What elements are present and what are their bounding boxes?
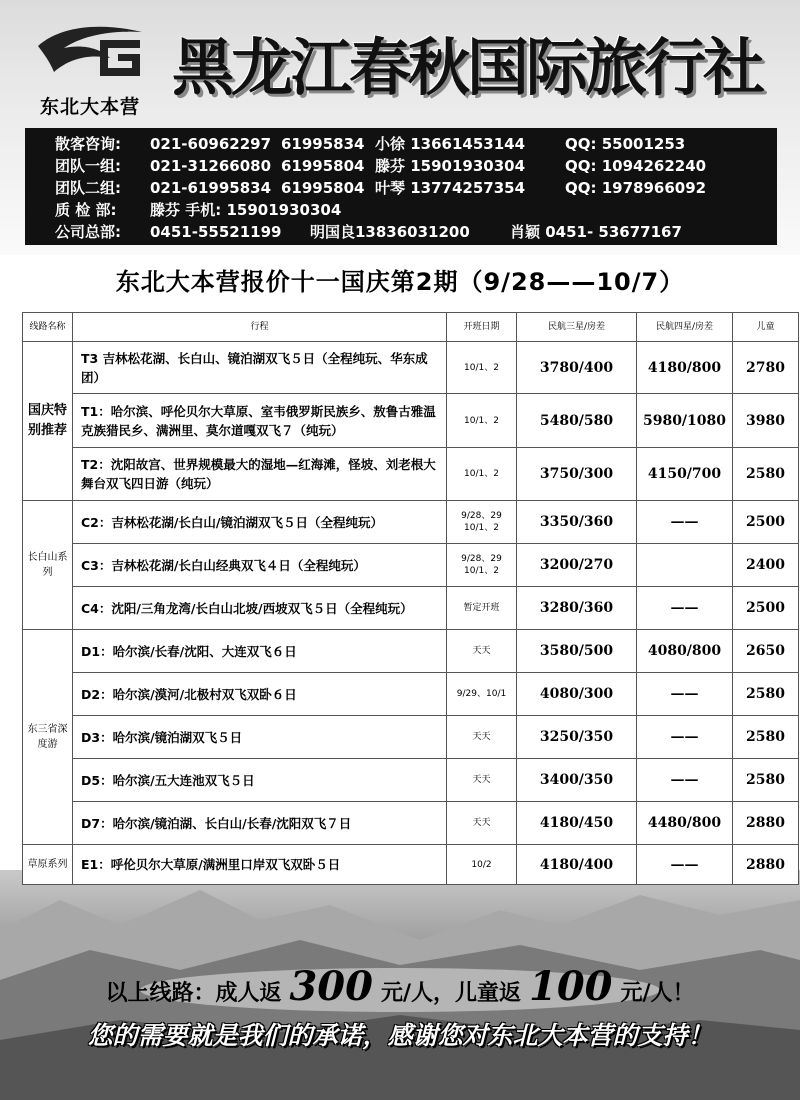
contact-qq: QQ: 1094262240: [565, 157, 707, 175]
table-row: [23, 716, 799, 759]
price-3star-cell: 3780/400: [517, 342, 637, 394]
price-3star-cell: 4180/400: [517, 845, 637, 885]
header-price-4star: 民航四星/房差: [637, 313, 733, 342]
contact-label: 质 检 部:: [55, 201, 117, 219]
itinerary-cell: T1：哈尔滨、呼伦贝尔大草原、室韦俄罗斯民族乡、敖鲁古雅温克族猎民乡、满洲里、莫尔道嘎双飞７（纯玩）: [73, 394, 447, 448]
logo-emblem-icon: [30, 18, 150, 88]
table-header-row: [23, 313, 799, 342]
group-label: 草原系列: [23, 845, 73, 885]
contact-label: 团队二组:: [55, 179, 121, 197]
header-itinerary: 行程: [73, 313, 447, 342]
itinerary-cell: C4：沈阳/三角龙湾/长白山北坡/西坡双飞５日（全程纯玩）: [73, 587, 447, 630]
contact-phone2: 61995834: [281, 135, 365, 153]
dates-cell: 9/28、29 10/1、2: [447, 544, 517, 587]
price-3star-cell: 3200/270: [517, 544, 637, 587]
header-route: 线路名称: [23, 313, 73, 342]
table-row: [23, 342, 799, 394]
price-4star-cell: ——: [637, 845, 733, 885]
itinerary-cell: D2：哈尔滨/漠河/北极村双飞双卧６日: [73, 673, 447, 716]
child-price-cell: 2400: [733, 544, 799, 587]
company-name: 黑龙江春秋国际旅行社: [172, 31, 763, 104]
table-row: [23, 587, 799, 630]
contact-label: 散客咨询:: [55, 135, 121, 153]
contact-qq: QQ: 1978966092: [565, 179, 707, 197]
price-3star-cell: 3580/500: [517, 630, 637, 673]
contact-phone: 021-61995834: [150, 179, 272, 197]
child-price-cell: 2880: [733, 845, 799, 885]
price-3star-cell: 3400/350: [517, 759, 637, 802]
child-price-cell: 3980: [733, 394, 799, 448]
dates-cell: 天天: [447, 802, 517, 845]
price-4star-cell: 4080/800: [637, 630, 733, 673]
table-row: [23, 501, 799, 544]
table-row: [23, 845, 799, 885]
itinerary-cell: C3：吉林松花湖/长白山经典双飞４日（全程纯玩）: [73, 544, 447, 587]
price-4star-cell: ——: [637, 501, 733, 544]
itinerary-cell: D1：哈尔滨/长春/沈阳、大连双飞６日: [73, 630, 447, 673]
contact-phone2: 61995804: [281, 157, 365, 175]
child-price-cell: 2580: [733, 448, 799, 501]
table-row: [23, 630, 799, 673]
dates-cell: 10/1、2: [447, 342, 517, 394]
child-price-cell: 2580: [733, 673, 799, 716]
contact-person: 滕芬 15901930304: [375, 157, 526, 175]
child-price-cell: 2880: [733, 802, 799, 845]
price-3star-cell: 3750/300: [517, 448, 637, 501]
contact-phone: 021-31266080: [150, 157, 272, 175]
dates-cell: 9/29、10/1: [447, 673, 517, 716]
itinerary-cell: D7：哈尔滨/镜泊湖、长白山/长春/沈阳双飞７日: [73, 802, 447, 845]
page-title: 东北大本营报价十一国庆第2期（9/28——10/7）: [115, 268, 685, 296]
itinerary-cell: T3 吉林松花湖、长白山、镜泊湖双飞５日（全程纯玩、华东成团）: [73, 342, 447, 394]
itinerary-cell: D3：哈尔滨/镜泊湖双飞５日: [73, 716, 447, 759]
child-price-cell: 2500: [733, 587, 799, 630]
price-4star-cell: 5980/1080: [637, 394, 733, 448]
dates-cell: 天天: [447, 716, 517, 759]
dates-cell: 10/2: [447, 845, 517, 885]
table-row: [23, 394, 799, 448]
group-label: 长白山系列: [23, 501, 73, 630]
rebate-suffix: 元/人！: [620, 981, 695, 1006]
header-price-3star: 民航三星/房差: [517, 313, 637, 342]
child-price-cell: 2650: [733, 630, 799, 673]
price-3star-cell: 4080/300: [517, 673, 637, 716]
price-3star-cell: 4180/450: [517, 802, 637, 845]
price-3star-cell: 3280/360: [517, 587, 637, 630]
adult-rebate-amount: 300: [289, 963, 373, 1010]
price-4star-cell: ——: [637, 759, 733, 802]
child-price-cell: 2500: [733, 501, 799, 544]
header-dates: 开班日期: [447, 313, 517, 342]
price-4star-cell: 4150/700: [637, 448, 733, 501]
itinerary-cell: C2：吉林松花湖/长白山/镜泊湖双飞５日（全程纯玩）: [73, 501, 447, 544]
dates-cell: 10/1、2: [447, 448, 517, 501]
child-price-cell: 2580: [733, 759, 799, 802]
child-price-cell: 2780: [733, 342, 799, 394]
rebate-prefix: 以上线路：成人返: [105, 981, 282, 1006]
contact-qq: QQ: 55001253: [565, 135, 686, 153]
price-4star-cell: 4180/800: [637, 342, 733, 394]
itinerary-cell: T2：沈阳故宫、世界规模最大的湿地—红海滩，怪坡、刘老根大舞台双飞四日游（纯玩）: [73, 448, 447, 501]
table-row: [23, 759, 799, 802]
contact-label: 公司总部:: [55, 223, 121, 241]
rebate-mid: 元/人，儿童返: [380, 981, 521, 1006]
dates-cell: 10/1、2: [447, 394, 517, 448]
child-price-cell: 2580: [733, 716, 799, 759]
table-row: [23, 448, 799, 501]
dates-cell: 天天: [447, 759, 517, 802]
dates-cell: 暂定开班: [447, 587, 517, 630]
table-row: [23, 802, 799, 845]
contact-phone2: 明国良13836031200: [310, 223, 470, 241]
header-child: 儿童: [733, 313, 799, 342]
table-row: [23, 544, 799, 587]
contact-phone: 021-60962297: [150, 135, 272, 153]
logo-text: 东北大本营: [39, 96, 140, 118]
dates-cell: 9/28、29 10/1、2: [447, 501, 517, 544]
table-row: [23, 673, 799, 716]
contact-phone: 滕芬 手机: 15901930304: [150, 201, 342, 219]
price-table: [22, 312, 799, 885]
group-label: 国庆特别推荐: [23, 342, 73, 501]
price-3star-cell: 5480/580: [517, 394, 637, 448]
contact-panel: [25, 128, 777, 245]
price-4star-cell: ——: [637, 716, 733, 759]
child-rebate-amount: 100: [529, 963, 613, 1010]
dates-cell: 天天: [447, 630, 517, 673]
rebate-banner: [0, 963, 800, 1010]
group-label: 东三省深度游: [23, 630, 73, 845]
price-4star-cell: ——: [637, 673, 733, 716]
contact-person: 叶琴 13774257354: [375, 179, 526, 197]
contact-label: 团队一组:: [55, 157, 121, 175]
logo: [20, 18, 160, 118]
price-4star-cell: 4480/800: [637, 802, 733, 845]
price-3star-cell: 3350/360: [517, 501, 637, 544]
contact-phone: 0451-55521199: [150, 223, 282, 241]
contact-person: 肖颖 0451- 53677167: [510, 223, 682, 241]
itinerary-cell: E1：呼伦贝尔大草原/满洲里口岸双飞双卧５日: [73, 845, 447, 885]
slogan: 您的需要就是我们的承诺，感谢您对东北大本营的支持！: [87, 1021, 713, 1050]
price-4star-cell: [637, 544, 733, 587]
price-3star-cell: 3250/350: [517, 716, 637, 759]
contact-phone2: 61995804: [281, 179, 365, 197]
contact-person: 小徐 13661453144: [375, 135, 526, 153]
itinerary-cell: D5：哈尔滨/五大连池双飞５日: [73, 759, 447, 802]
price-4star-cell: ——: [637, 587, 733, 630]
